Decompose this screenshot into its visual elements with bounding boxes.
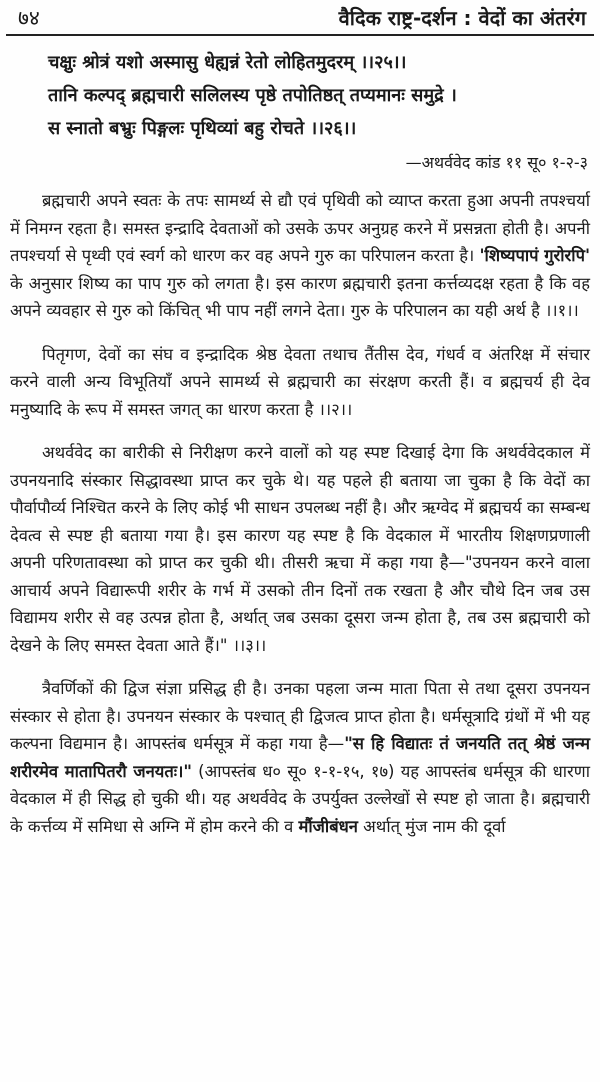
- verse-text: चक्षुः श्रोत्रं यशो अस्मासु धेह्यन्नं रेतो लोहितमुदरम् ।।२५।।: [48, 52, 407, 73]
- paragraph-3: अथर्ववेद का बारीकी से निरीक्षण करने वालों को यह स्पष्ट दिखाई देगा कि अथर्ववेदकाल में उपनयनादि संस्कार सिद्धावस्था प्राप्त कर चुके थे। यह पहले ही बताया जा चुका है कि वेदों का पौर्वापौर्व्य निश्चित करने के लिए कोई भी साधन उपलब्ध नहीं है। और ऋग्वेद में ब्रह्मचर्य का सम्बन्ध देवत्व से स्पष्ट ही बताया गया है। इस कारण यह स्पष्ट है कि वेदकाल में भारतीय शिक्षणप्रणाली अपनी परिणतावस्था को प्राप्त कर चुकी थी। तीसरी ऋचा में कहा गया है—"उपनयन करने वाला आचार्य अपने विद्यारूपी शरीर के गर्भ में उसको तीन दिनों तक रखता है और चौथे दिन जब उस विद्यामय शरीर से वह उत्पन्न होता है, अर्थात् जब उसका दूसरा जन्म होता है, तब उस ब्रह्मचारी को देखने के लिए समस्त देवता आते हैं।" ।।३।।: [10, 443, 590, 655]
- paragraph-1: [0, 187, 600, 325]
- source-citation: —अथर्ववेद कांड ११ सू० १-२-३: [405, 153, 588, 172]
- page-body: [0, 48, 600, 856]
- verse-line: [0, 48, 600, 81]
- source-line: [0, 147, 600, 187]
- paragraph-text: अर्थात् मुंज नाम की दूर्वा: [357, 816, 506, 836]
- running-title: वैदिक राष्ट्र-दर्शन : वेदों का अंतरंग: [338, 6, 586, 30]
- bold-term: मौंजीबंधन: [298, 816, 358, 836]
- paragraph-text: (आपस्तंब ध० सू० १-१-१५, १७) यह आपस्तंब धर्मसूत्र की धारणा वेदकाल में ही सिद्ध हो चुकी थी। यह अथर्ववेद के उपर्युक्त उल्लेखों से स्पष्ट हो जाता है। ब्रह्मचारी के कर्त्तव्य में समिधा से अग्नि में होम करने की व: [10, 761, 590, 836]
- quoted-sutra: "स हि विद्यातः तं जनयति तत् श्रेष्ठं जन्म शरीरमेव मातापितरौ जनयतः।": [10, 734, 590, 781]
- paragraph-4: [0, 675, 600, 840]
- paragraph-text: के अनुसार शिष्य का पाप गुरु को लगता है। इस कारण ब्रह्मचारी इतना कर्त्तव्यदक्ष रहता है कि वह अपने व्यवहार से गुरु को किंचित् भी पाप नहीं लगने देता। गुरु के परिपालन का यही अर्थ है ।।१।।: [10, 273, 590, 320]
- verse-text: तानि कल्पद् ब्रह्मचारी सलिलस्य पृष्ठे तपोतिष्ठत् तप्यमानः समुद्रे ।: [48, 85, 457, 106]
- page-header: [0, 0, 600, 38]
- paragraph-text: त्रैवर्णिकों की द्विज संज्ञा प्रसिद्ध ही है। उनका पहला जन्म माता पिता से तथा दूसरा उपनयन संस्कार से होता है। उपनयन संस्कार के पश्चात् ही द्विजत्व प्राप्त होता है। धर्मसूत्रादि ग्रंथों में भी यह कल्पना विद्यमान है। आपस्तंब धर्मसूत्र में कहा गया है—: [10, 679, 590, 753]
- quoted-phrase: 'शिष्यपापं गुरोरपि': [479, 246, 590, 265]
- header-rule: [6, 34, 594, 36]
- verse-line: [0, 114, 600, 147]
- page-number: ७४: [18, 6, 40, 30]
- paragraph-text: ब्रह्मचारी अपने स्वतः के तपः सामर्थ्य से द्यौ एवं पृथिवी को व्याप्त करता हुआ अपनी तपश्चर्या में निमग्न रहता है। समस्त इन्द्रादि देवताओं को उसके ऊपर अनुग्रह करने में प्रसन्नता होती है। अपनी तपश्चर्या से पृथ्वी एवं स्वर्ग को धारण कर वह अपने गुरु का परिपालन करता है।: [10, 191, 590, 265]
- paragraph-2: पितृगण, देवों का संघ व इन्द्रादिक श्रेष्ठ देवता तथाच तैंतीस देव, गंधर्व व अंतरिक्ष में संचार करने वाली अन्य विभूतियाँ अपने सामर्थ्य से ब्रह्मचारी का संरक्षण करती हैं। व ब्रह्मचर्य ही देव मनुष्यादि के रूप में समस्त जगत् का धारण करता है ।।२।।: [10, 344, 590, 419]
- verse-text: स स्नातो बभ्रुः पिङ्गलः पृथिव्यां बहु रोचते ।।२६।।: [48, 118, 357, 139]
- verse-line: [0, 81, 600, 114]
